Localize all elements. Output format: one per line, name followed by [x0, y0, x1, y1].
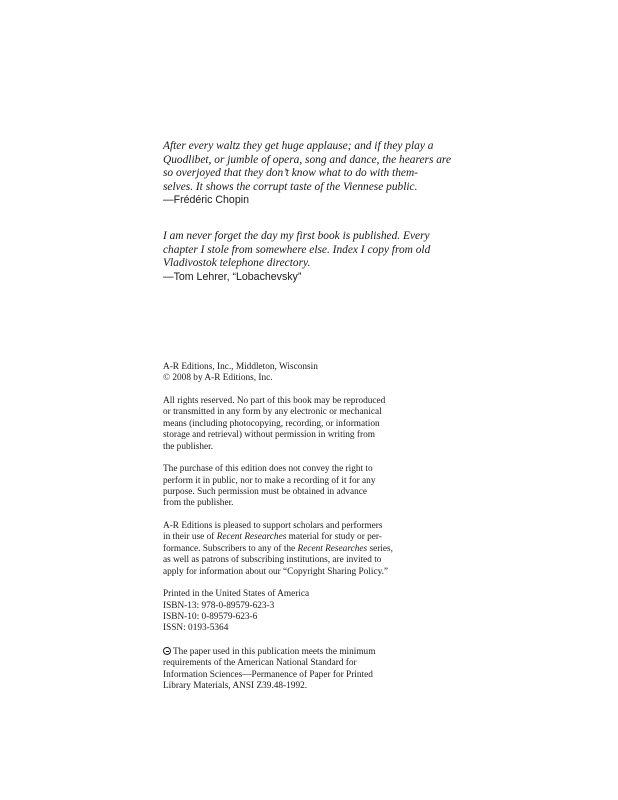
epigraph-line: Quodlibet, or jumble of opera, song and dance, the hearers are: [163, 153, 451, 166]
text-run: in their use of: [163, 532, 217, 543]
text-line: means (including photocopying, recording, or information: [163, 418, 380, 429]
copyright-colophon: [163, 362, 453, 704]
epigraph-line: Vladivostok telephone directory.: [163, 257, 311, 270]
text-line: or transmitted in any form by any electronic or mechanical: [163, 407, 382, 418]
support-paragraph: [163, 521, 453, 578]
epigraph-attribution: —Tom Lehrer, “Lobachevsky”: [163, 270, 302, 283]
epigraph-line: After every waltz they get huge applause; and if they play a: [163, 140, 434, 152]
epigraph-line: I am never forget the day my first book is published. Every: [163, 230, 430, 242]
text-run: The paper used in this publication meets the minimum: [173, 647, 376, 658]
text-line: [163, 646, 453, 658]
text-line: the publisher.: [163, 441, 214, 452]
printed-in: Printed in the United States of America: [163, 589, 310, 600]
text-line: purpose. Such permission must be obtained in advance: [163, 487, 367, 498]
publisher-name: A-R Editions, Inc., Middleton, Wisconsin: [163, 362, 318, 372]
epigraph-line: chapter I stole from somewhere else. Index I copy from old: [163, 243, 431, 256]
rights-paragraph: [163, 396, 453, 453]
series-title: Recent Researches: [216, 532, 287, 543]
epigraph-lehrer: [163, 230, 463, 284]
epigraph-attribution: —Frédéric Chopin: [163, 194, 249, 207]
performance-paragraph: [163, 464, 453, 510]
epigraph-line: selves. It shows the corrupt taste of the Viennese public.: [163, 180, 418, 193]
text-run: series,: [367, 543, 393, 554]
text-line: as well as patrons of subscribing institutions, are invited to: [163, 555, 382, 566]
text-line: requirements of the American National Standard for: [163, 658, 357, 669]
text-run: formance. Subscribers to any of the: [163, 543, 298, 554]
paper-notice: [163, 646, 453, 693]
isbn-10: ISBN-10: 0-89579-623-6: [163, 612, 258, 623]
publisher-block: [163, 362, 453, 385]
text-line: A-R Editions is pleased to support scholars and performers: [163, 521, 383, 532]
issn: ISSN: 0193-5364: [163, 623, 229, 634]
copyright-notice: © 2008 by A-R Editions, Inc.: [163, 373, 273, 384]
series-title: Recent Researches: [297, 543, 368, 554]
text-run: material for study or per-: [286, 532, 382, 543]
text-line: The purchase of this edition does not convey the right to: [163, 464, 373, 475]
text-line: Library Materials, ANSI Z39.48-1992.: [163, 681, 308, 692]
text-line: Information Sciences—Permanence of Paper for Printed: [163, 669, 373, 680]
text-line: All rights reserved. No part of this book may be reproduced: [163, 396, 386, 406]
text-line: storage and retrieval) without permission in writing from: [163, 430, 375, 441]
acid-free-paper-icon: [163, 647, 171, 655]
text-line: apply for information about our “Copyright Sharing Policy.”: [163, 566, 389, 577]
printing-block: [163, 589, 453, 635]
epigraph-line: so overjoyed that they don’t know what to do with them-: [163, 167, 418, 180]
isbn-13: ISBN-13: 978-0-89579-623-3: [163, 600, 275, 611]
text-line: [163, 532, 453, 543]
text-line: perform it in public, nor to make a recording of it for any: [163, 475, 376, 486]
text-line: [163, 544, 453, 555]
epigraph-chopin: [163, 140, 463, 208]
text-line: from the publisher.: [163, 498, 234, 509]
